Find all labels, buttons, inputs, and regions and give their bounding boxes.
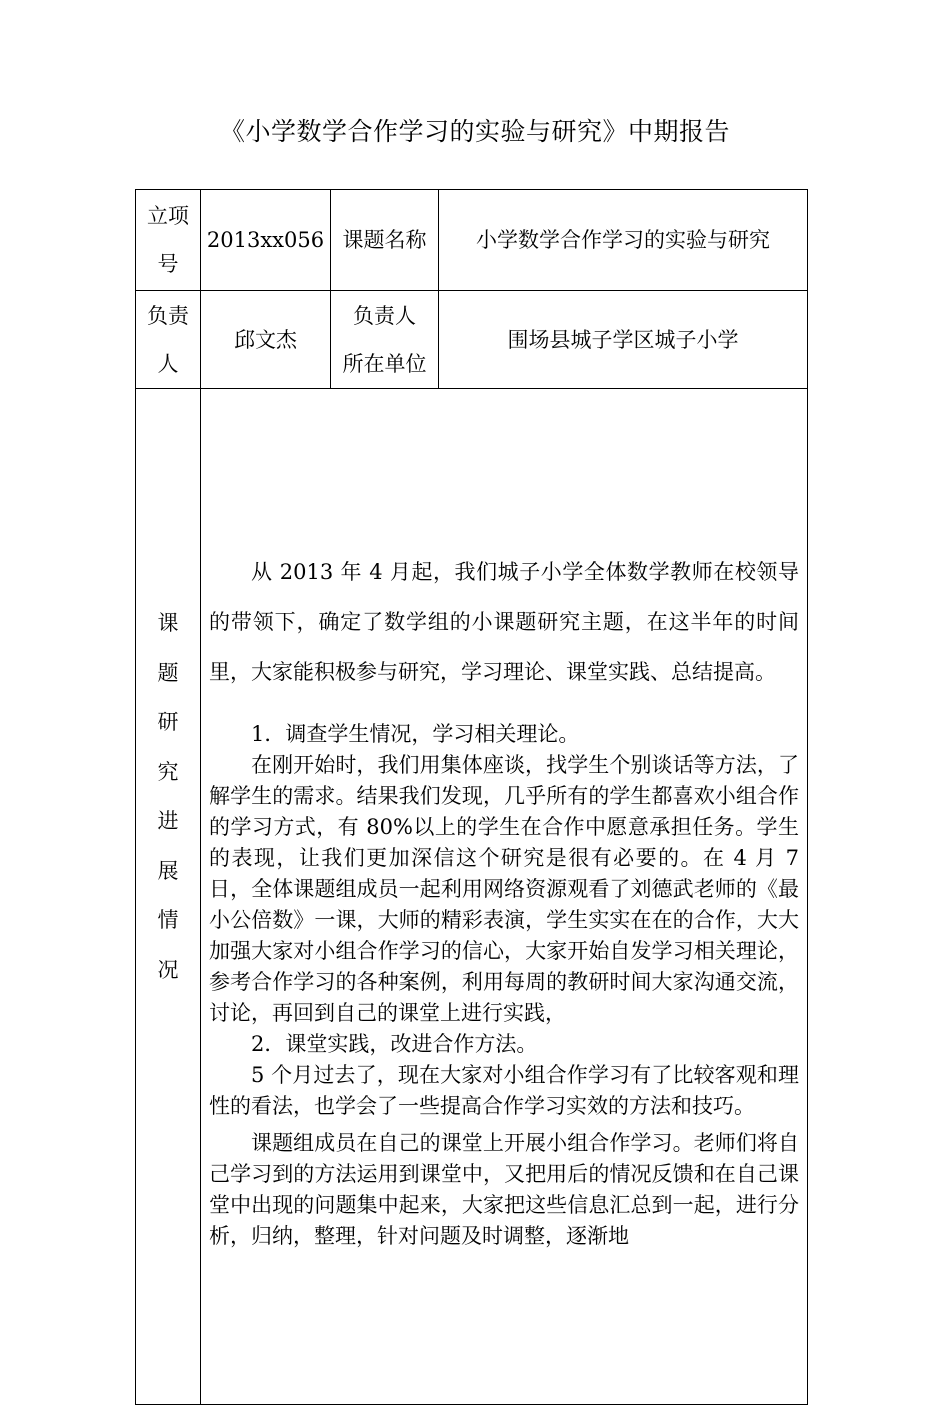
project-name-value: 小学数学合作学习的实验与研究 <box>439 190 808 291</box>
paragraph: 1．调查学生情况，学习相关理论。 <box>251 722 580 746</box>
leader-label-cell <box>136 291 201 389</box>
paragraph: 在刚开始时，我们用集体座谈，找学生个别谈话等方法，了解学生的需求。结果我们发现，几乎所有的学生都喜欢小组合作的学习方式，有 80%以上的学生在合作中愿意承担任务。学生的表现，让我们更加深信这个研究是很有必要的。在 4 月 7 日，全体课题组成员一起利用网络资源观看了刘德武老师的《最小公倍数》一课，大师的精彩表演，学生实实在在的合作，大大加强大家对小组合作学习的信心，大家开始自发学习相关理论，参考合作学习的各种案例，利用每周的教研时间大家沟通交流，讨论，再回到自己的课堂上进行实践， <box>209 753 799 1025</box>
label-char: 课 <box>157 611 179 635</box>
paragraph: 5 个月过去了，现在大家对小组合作学习有了比较客观和理性的看法，也学会了一些提高合作学习实效的方法和技巧。 <box>209 1063 799 1118</box>
project-name-label: 课题名称 <box>331 190 439 291</box>
report-form-table <box>135 189 808 1405</box>
label-line: 号 <box>157 252 179 276</box>
document-title: 《小学数学合作学习的实验与研究》中期报告 <box>219 117 730 146</box>
paragraph: 从 2013 年 4 月起，我们城子小学全体数学教师在校领导的带领下，确定了数学组的小课题研究主题，在这半年的时间里，大家能积极参与研究，学习理论、课堂实践、总结提高。 <box>209 560 799 684</box>
label-char: 情 <box>157 908 179 932</box>
label-char: 研 <box>157 710 179 734</box>
table-row <box>136 291 808 389</box>
paragraph: 课题组成员在自己的课堂上开展小组合作学习。老师们将自己学习到的方法运用到课堂中，又把用后的情况反馈和在自己课堂中出现的问题集中起来，大家把这些信息汇总到一起，进行分析，归纳，整理，针对问题及时调整，逐渐地 <box>209 1131 799 1248</box>
unit-value: 围场县城子学区城子小学 <box>439 291 808 389</box>
label-char: 究 <box>157 759 179 784</box>
label-char: 进 <box>157 809 179 833</box>
label-line: 立项 <box>147 204 189 228</box>
label-char: 题 <box>157 660 179 685</box>
table-row <box>136 190 808 291</box>
progress-label-cell <box>136 389 201 1405</box>
label-line: 人 <box>157 351 179 376</box>
label-char: 况 <box>157 957 179 982</box>
paragraph: 2．课堂实践，改进合作方法。 <box>251 1032 538 1056</box>
label-char: 展 <box>157 858 179 883</box>
label-line: 负责 <box>147 303 189 328</box>
leader-value: 邱文杰 <box>201 291 331 389</box>
label-line: 所在单位 <box>342 351 427 376</box>
table-row <box>136 389 808 1405</box>
project-no-label-cell <box>136 190 201 291</box>
label-line: 负责人 <box>353 303 416 328</box>
unit-label-cell <box>331 291 439 389</box>
project-no-value: 2013xx056 <box>201 190 331 291</box>
progress-content-cell <box>201 389 808 1405</box>
